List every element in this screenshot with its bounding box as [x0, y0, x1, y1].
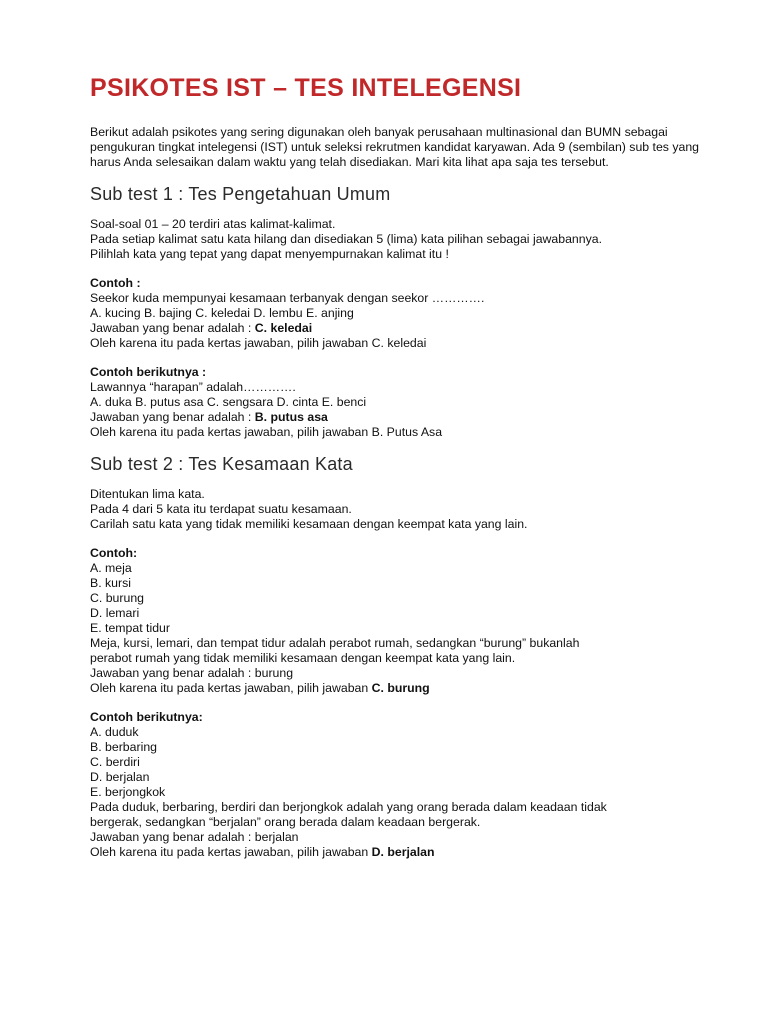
desc-line: Ditentukan lima kata. [90, 487, 205, 501]
example-options: A. kucing B. bajing C. keledai D. lembu E. anjing [90, 306, 354, 320]
example-note: Oleh karena itu pada kertas jawaban, pilih jawaban C. keledai [90, 336, 427, 350]
option-item: C. burung [90, 591, 145, 605]
option-item: A. meja [90, 561, 132, 575]
desc-line: Pada 4 dari 5 kata itu terdapat suatu kesamaan. [90, 502, 352, 516]
example-answer: Jawaban yang benar adalah : C. keledai [90, 321, 313, 335]
explanation-line: Meja, kursi, lemari, dan tempat tidur adalah perabot rumah, sedangkan “burung” bukanlah [90, 636, 580, 650]
desc-line: Pilihlah kata yang tepat yang dapat menyempurnakan kalimat itu ! [90, 247, 449, 261]
example-question: Seekor kuda mempunyai kesamaan terbanyak dengan seekor …………. [90, 291, 485, 305]
subtest-1-example-2 [90, 365, 708, 440]
example-note: Oleh karena itu pada kertas jawaban, pilih jawaban D. berjalan [90, 845, 435, 859]
explanation-line: bergerak, sedangkan “berjalan” orang berada dalam keadaan bergerak. [90, 815, 481, 829]
option-item: B. berbaring [90, 740, 157, 754]
subtest-2-description [90, 487, 708, 532]
explanation-line: perabot rumah yang tidak memiliki kesamaan dengan keempat kata yang lain. [90, 651, 516, 665]
example-label: Contoh berikutnya : [90, 365, 207, 379]
subtest-2-example-1 [90, 546, 708, 696]
example-answer: Jawaban yang benar adalah : burung [90, 666, 294, 680]
example-answer: Jawaban yang benar adalah : berjalan [90, 830, 299, 844]
option-item: D. berjalan [90, 770, 150, 784]
subtest-1-heading: Sub test 1 : Tes Pengetahuan Umum [90, 184, 391, 204]
example-label: Contoh: [90, 546, 138, 560]
subtest-2-example-2 [90, 710, 708, 860]
example-note: Oleh karena itu pada kertas jawaban, pilih jawaban C. burung [90, 681, 430, 695]
subtest-2-heading: Sub test 2 : Tes Kesamaan Kata [90, 454, 353, 474]
example-answer: Jawaban yang benar adalah : B. putus asa [90, 410, 328, 424]
desc-line: Pada setiap kalimat satu kata hilang dan disediakan 5 (lima) kata pilihan sebagai jawabannya. [90, 232, 603, 246]
option-item: C. berdiri [90, 755, 140, 769]
example-label: Contoh berikutnya: [90, 710, 203, 724]
subtest-1-description [90, 217, 708, 262]
example-options: A. duka B. putus asa C. sengsara D. cinta E. benci [90, 395, 367, 409]
desc-line: Soal-soal 01 – 20 terdiri atas kalimat-kalimat. [90, 217, 336, 231]
subtest-1-example-1 [90, 276, 708, 351]
intro-paragraph: Berikut adalah psikotes yang sering digunakan oleh banyak perusahaan multinasional dan BUMN sebagai pengukuran tingkat intelegensi (IST) untuk seleksi rekrutmen kandidat karyawan. Ada 9 (sembilan) sub tes yang harus Anda selesaikan dalam waktu yang telah disediakan. Mari kita lihat apa saja tes tersebut. [90, 125, 700, 169]
option-item: A. duduk [90, 725, 139, 739]
example-note: Oleh karena itu pada kertas jawaban, pilih jawaban B. Putus Asa [90, 425, 443, 439]
page-title: PSIKOTES IST – TES INTELEGENSI [90, 74, 522, 102]
explanation-line: Pada duduk, berbaring, berdiri dan berjongkok adalah yang orang berada dalam keadaan tidak [90, 800, 607, 814]
desc-line: Carilah satu kata yang tidak memiliki kesamaan dengan keempat kata yang lain. [90, 517, 528, 531]
option-item: D. lemari [90, 606, 140, 620]
option-item: B. kursi [90, 576, 131, 590]
option-item: E. tempat tidur [90, 621, 170, 635]
option-item: E. berjongkok [90, 785, 166, 799]
example-question: Lawannya “harapan” adalah…………. [90, 380, 296, 394]
example-label: Contoh : [90, 276, 141, 290]
